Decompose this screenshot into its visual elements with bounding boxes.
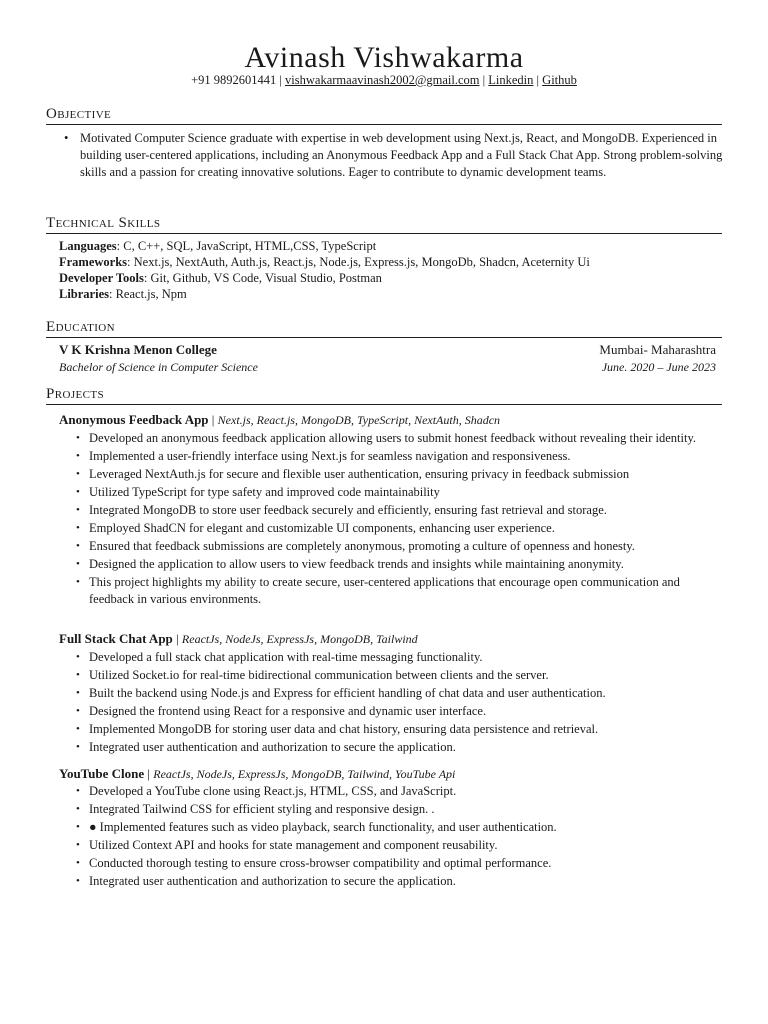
- email-link[interactable]: vishwakarmaavinash2002@gmail.com: [285, 73, 480, 87]
- candidate-name: Avinash Vishwakarma: [244, 41, 524, 74]
- bullet-icon: •: [76, 558, 80, 570]
- bullet-icon: •: [76, 705, 80, 717]
- skill-row-developer-tools: [59, 270, 382, 286]
- skill-row-frameworks: [59, 254, 590, 270]
- skill-row-libraries: [59, 286, 187, 302]
- list-item: • Utilized Socket.io for real-time bidirectional communication between clients and the server.: [76, 668, 549, 682]
- bullet-icon: •: [76, 432, 80, 444]
- project-tech: ReactJs, NodeJs, ExpressJs, MongoDB, Tailwind, YouTube Api: [153, 767, 456, 781]
- list-item: • This project highlights my ability to create secure, user-centered applications that encourage open communication and feedback in various environments.: [76, 575, 680, 606]
- bullet-icon: •: [76, 522, 80, 534]
- bullet-icon: •: [76, 875, 80, 887]
- project-bullets: [76, 430, 726, 609]
- contact-line: [0, 72, 768, 88]
- list-item: • Integrated Tailwind CSS for efficient styling and responsive design. .: [76, 802, 435, 816]
- bullet-icon: •: [76, 669, 80, 681]
- objective-item: [64, 130, 724, 181]
- list-item: • Implemented MongoDB for storing user data and chat history, ensuring data persistence and retrieval.: [76, 722, 599, 736]
- project-title-anonymous-feedback: [59, 411, 500, 429]
- project-name: Anonymous Feedback App: [59, 412, 209, 427]
- section-heading-objective: Objective: [46, 105, 722, 125]
- linkedin-link[interactable]: Linkedin: [488, 73, 534, 87]
- education-dates: June. 2020 – June 2023: [601, 360, 716, 374]
- degree-name: Bachelor of Science in Computer Science: [59, 360, 258, 374]
- project-separator: |: [144, 766, 154, 781]
- skill-row-languages: [59, 238, 376, 254]
- bullet-icon: •: [64, 131, 69, 145]
- phone-number: +91 9892601441: [191, 73, 277, 87]
- list-item: • Designed the frontend using React for a responsive and dynamic user interface.: [76, 704, 487, 718]
- list-item: • Leveraged NextAuth.js for secure and flexible user authentication, ensuring privacy in feedback submission: [76, 467, 630, 481]
- skill-value: : React.js, Npm: [109, 287, 187, 301]
- project-separator: |: [172, 631, 182, 646]
- bullet-icon: •: [76, 540, 80, 552]
- list-item: • Integrated MongoDB to store user feedback securely and efficiently, ensuring fast retrieval and storage.: [76, 503, 607, 517]
- list-item: • Ensured that feedback submissions are completely anonymous, promoting a culture of openness and honesty.: [76, 539, 635, 553]
- skill-label: Languages: [59, 239, 117, 253]
- skill-value: : C, C++, SQL, JavaScript, HTML,CSS, TypeScript: [116, 239, 377, 253]
- section-heading-projects: Projects: [46, 385, 722, 405]
- bullet-icon: •: [76, 687, 80, 699]
- project-name: YouTube Clone: [59, 766, 145, 781]
- section-heading-skills: Technical Skills: [46, 214, 722, 234]
- project-name: Full Stack Chat App: [59, 631, 173, 646]
- list-item: • ● Implemented features such as video playback, search functionality, and user authentication.: [76, 820, 557, 834]
- bullet-icon: •: [76, 803, 80, 815]
- bullet-icon: •: [76, 723, 80, 735]
- separator: |: [482, 73, 486, 87]
- project-title-youtube-clone: [59, 765, 455, 783]
- bullet-icon: •: [76, 468, 80, 480]
- bullet-icon: •: [76, 741, 80, 753]
- list-item: • Integrated user authentication and authorization to secure the application.: [76, 874, 456, 888]
- bullet-icon: •: [76, 486, 80, 498]
- list-item: • Designed the application to allow users to view feedback trends and insights while maintaining anonymity.: [76, 557, 624, 571]
- bullet-icon: •: [76, 839, 80, 851]
- list-item: • Built the backend using Node.js and Express for efficient handling of chat data and user authentication.: [76, 686, 606, 700]
- bullet-icon: •: [76, 576, 80, 588]
- school-name: V K Krishna Menon College: [59, 342, 217, 357]
- list-item: • Developed a YouTube clone using React.js, HTML, CSS, and JavaScript.: [76, 784, 457, 798]
- list-item: • Employed ShadCN for elegant and customizable UI components, enhancing user experience.: [76, 521, 555, 535]
- objective-text: Motivated Computer Science graduate with expertise in web development using Next.js, React, and MongoDB. Experienced in building user-centered applications, including an Anonymous Feedback App and a Full Stack Chat App. Strong problem-solving skills and a passion for creating innovative solutions. Eager to contribute to dynamic development teams.: [80, 131, 723, 179]
- bullet-icon: •: [76, 450, 80, 462]
- project-bullets: [76, 649, 726, 757]
- bullet-icon: •: [76, 504, 80, 516]
- project-separator: |: [208, 412, 218, 427]
- list-item: • Implemented a user-friendly interface using Next.js for seamless navigation and responsiveness.: [76, 449, 571, 463]
- objective-list: [64, 130, 724, 181]
- bullet-icon: •: [76, 651, 80, 663]
- list-item: • Conducted thorough testing to ensure cross-browser compatibility and optimal performance.: [76, 856, 552, 870]
- project-bullets: [76, 783, 726, 891]
- project-title-chat-app: [59, 630, 418, 648]
- list-item: • Utilized Context API and hooks for state management and component reusability.: [76, 838, 498, 852]
- section-heading-education: Education: [46, 318, 722, 338]
- skill-label: Libraries: [59, 287, 109, 301]
- school-location: Mumbai- Maharashtra: [599, 342, 716, 357]
- list-item: • Developed a full stack chat application with real-time messaging functionality.: [76, 650, 483, 664]
- skill-label: Developer Tools: [59, 271, 144, 285]
- skill-value: : Next.js, NextAuth, Auth.js, React.js, Node.js, Express.js, MongoDb, Shadcn, Aceternity Ui: [127, 255, 590, 269]
- bullet-icon: •: [76, 821, 80, 833]
- list-item: • Integrated user authentication and authorization to secure the application.: [76, 740, 456, 754]
- project-tech: ReactJs, NodeJs, ExpressJs, MongoDB, Tailwind: [181, 632, 418, 646]
- separator: |: [536, 73, 540, 87]
- bullet-icon: •: [76, 857, 80, 869]
- list-item: • Utilized TypeScript for type safety and improved code maintainability: [76, 485, 440, 499]
- bullet-icon: •: [76, 785, 80, 797]
- skill-label: Frameworks: [59, 255, 128, 269]
- list-item: • Developed an anonymous feedback application allowing users to submit honest feedback without revealing their identity.: [76, 431, 697, 445]
- separator: |: [279, 73, 282, 87]
- github-link[interactable]: Github: [542, 73, 577, 87]
- skill-value: : Git, Github, VS Code, Visual Studio, Postman: [143, 271, 382, 285]
- project-tech: Next.js, React.js, MongoDB, TypeScript, NextAuth, Shadcn: [217, 413, 501, 427]
